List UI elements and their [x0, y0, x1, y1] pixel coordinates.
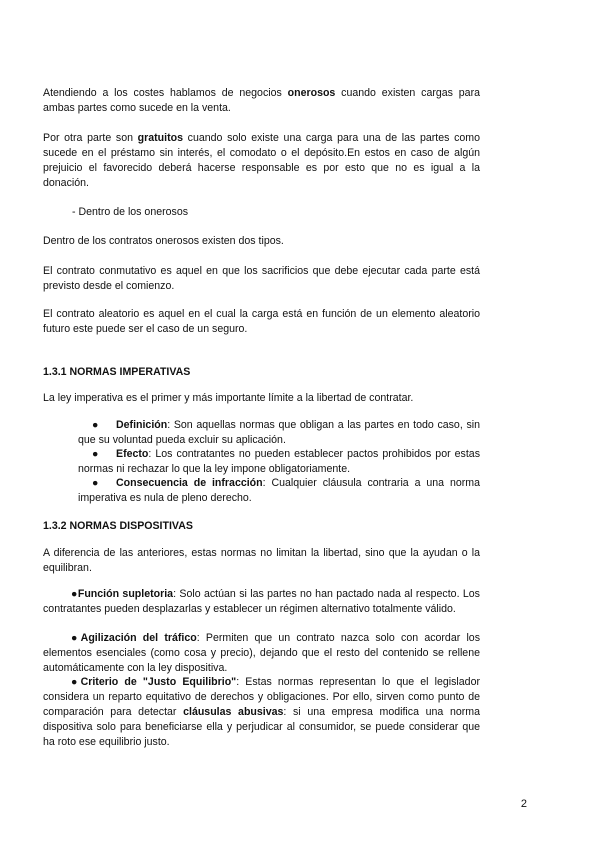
item-justo-equilibrio: ●Criterio de "Justo Equilibrio": Estas normas representan lo que el legislador considera un reparto equitativo de derechos y obligaciones. Por ello, sirven como punto de comparación para detectar cláusulas abusivas: si una empresa modifica una norma dispositiva solo para beneficiarse ella y perjudicar al consumidor, se puede considerar que ha roto ese equilibrio justo.	[43, 676, 480, 748]
paragraph-conmutativo: El contrato conmutativo es aquel en que los sacrificios que debe ejecutar cada parte está previsto desde el comienzo.	[43, 265, 480, 292]
paragraph-gratuitos: Por otra parte son gratuitos cuando solo existe una carga para una de las partes como sucede en el préstamo sin interés, el comodato o el depósito.En estos en caso de algún prejuicio el favorecido deberá hacerse responsable es por esto que no es igual a la donación.	[43, 132, 480, 189]
page-number: 2	[520, 798, 527, 810]
heading-normas-imperativas: 1.3.1 NORMAS IMPERATIVAS	[43, 366, 191, 378]
bullet-icon: ●	[92, 477, 99, 489]
bullet-efecto: ● Efecto: Los contratantes no pueden establecer pactos prohibidos por estas normas ni rechazar lo que la ley impone obligatoriamente.	[78, 448, 480, 475]
item-agilizacion-trafico: ●Agilización del tráfico: Permiten que un contrato nazca solo con acordar los elementos esenciales (como cosa y precio), dejando que el resto del contenido se rellene automáticamente con la ley dispositiva.	[43, 632, 480, 674]
paragraph-ley-imperativa: La ley imperativa es el primer y más importante límite a la libertad de contratar.	[43, 392, 414, 404]
paragraph-dos-tipos: Dentro de los contratos onerosos existen dos tipos.	[43, 235, 284, 247]
paragraph-aleatorio: El contrato aleatorio es aquel en el cual la carga está en función de un elemento aleatorio futuro este puede ser el caso de un seguro.	[43, 308, 480, 335]
paragraph-onerosos: Atendiendo a los costes hablamos de negocios onerosos cuando existen cargas para ambas partes como sucede en la venta.	[43, 87, 480, 114]
heading-normas-dispositivas: 1.3.2 NORMAS DISPOSITIVAS	[43, 520, 193, 532]
bullet-consecuencia: ● Consecuencia de infracción: Cualquier cláusula contraria a una norma imperativa es nula de pleno derecho.	[78, 477, 480, 504]
bullet-definicion: ● Definición: Son aquellas normas que obligan a las partes en todo caso, sin que su voluntad pueda excluir su aplicación.	[78, 419, 480, 446]
bullet-icon: ●	[92, 419, 99, 431]
item-funcion-supletoria: ●Función supletoria: Solo actúan si las partes no han pactado nada al respecto. Los contratantes pueden desplazarlas y establecer un régimen alternativo totalmente válido.	[43, 588, 480, 615]
paragraph-dispositivas-intro: A diferencia de las anteriores, estas normas no limitan la libertad, sino que la ayudan o la equilibran.	[43, 547, 480, 574]
subheading-onerosos: - Dentro de los onerosos	[72, 206, 189, 218]
bullet-icon: ●	[92, 448, 99, 460]
